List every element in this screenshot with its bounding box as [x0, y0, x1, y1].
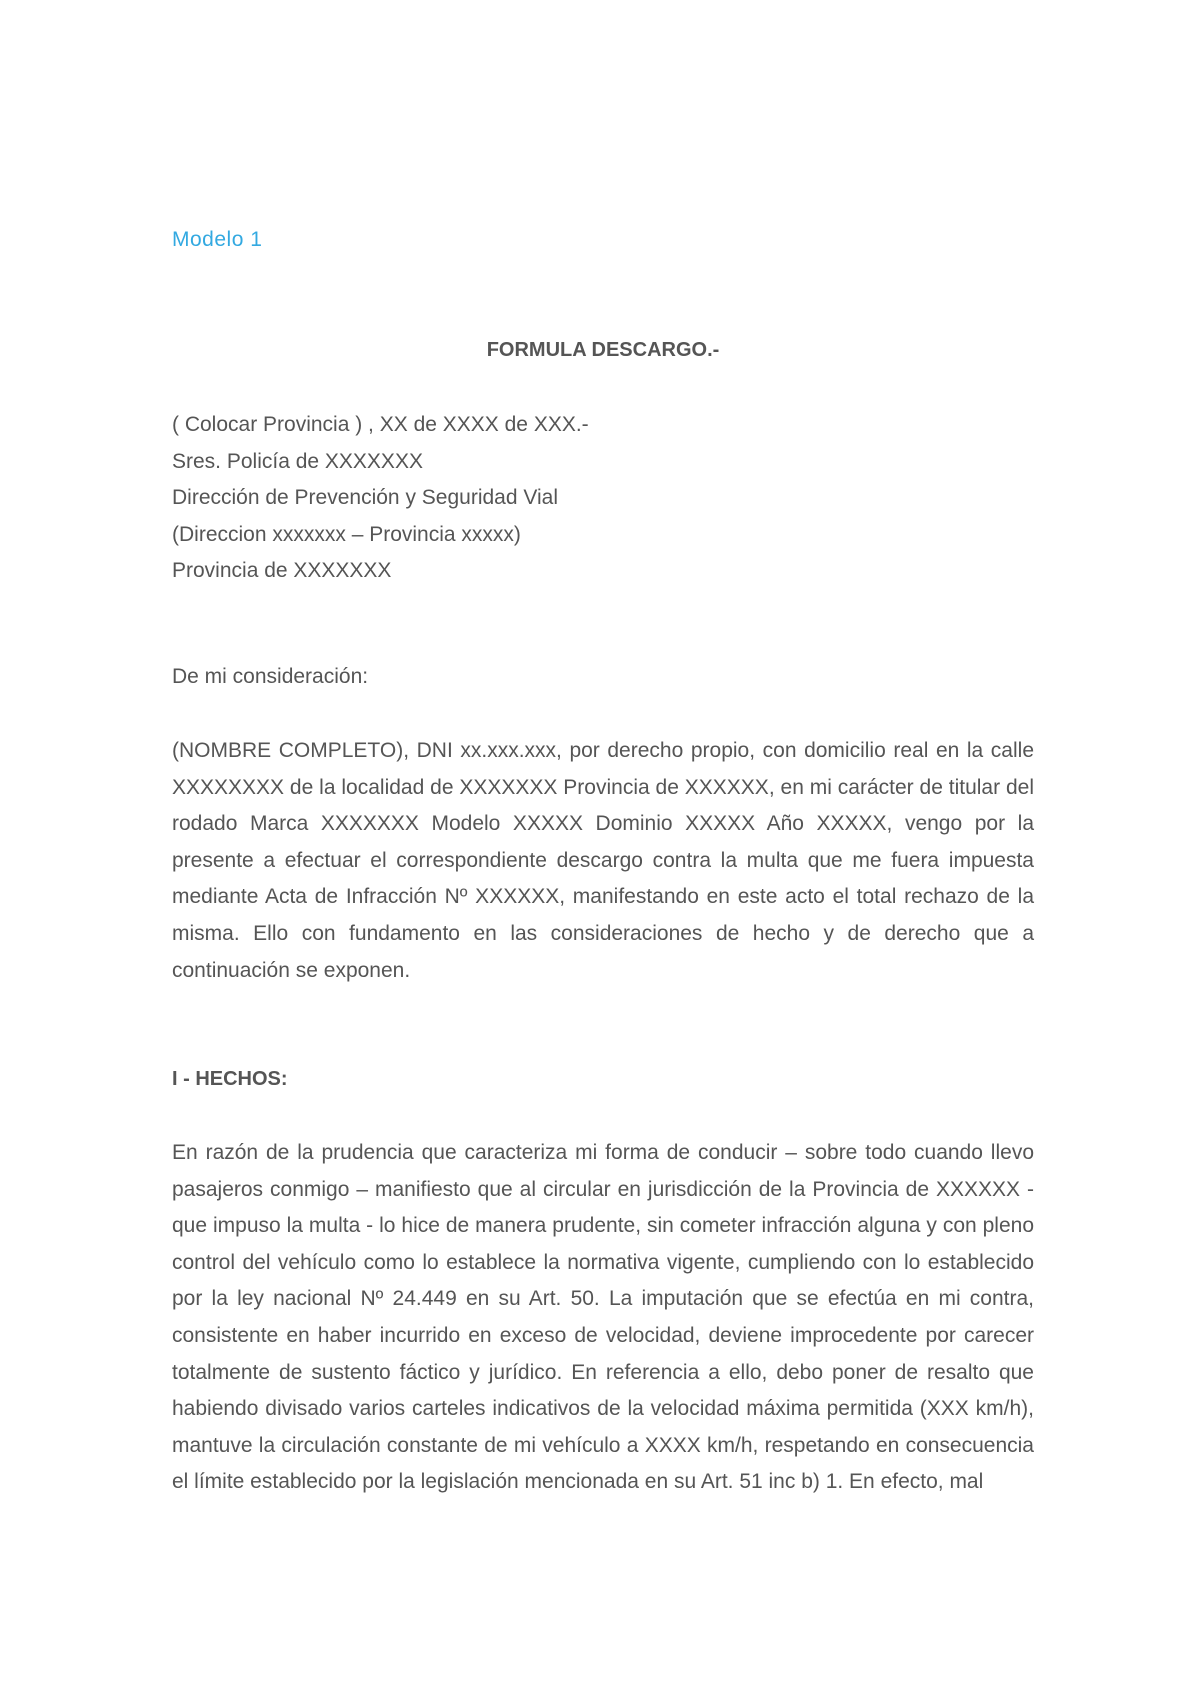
address-line-province: Provincia de XXXXXXX — [172, 559, 392, 582]
address-line-place-date: ( Colocar Provincia ) , XX de XXXX de XXX.- — [172, 413, 589, 436]
greeting: De mi consideración: — [172, 665, 369, 688]
model-label: Modelo 1 — [172, 228, 263, 251]
document-title: FORMULA DESCARGO.- — [486, 339, 720, 361]
facts-paragraph: En razón de la prudencia que caracteriza mi forma de conducir – sobre todo cuando llevo pasajeros conmigo – manifiesto que al circular en jurisdicción de la Provincia de XXXXXX - que impuso la multa - lo hice de manera prudente, sin cometer infracción alguna y con pleno control del vehículo como lo establece la normativa vigente, cumpliendo con lo establecido por la ley nacional Nº 24.449 en su Art. 50. La imputación que se efectúa en mi contra, consistente en haber incurrido en exceso de velocidad, deviene improcedente por carecer totalmente de sustento fáctico y jurídico. En referencia a ello, debo poner de resalto que habiendo divisado varios carteles indicativos de la velocidad máxima permitida (XXX km/h), mantuve la circulación constante de mi vehículo a XXXX km/h, respetando en consecuencia el límite establecido por la legislación mencionada en su Art. 51 inc b) 1. En efecto, mal — [172, 1141, 1034, 1494]
address-line-street: (Direccion xxxxxxx – Provincia xxxxx) — [172, 522, 521, 546]
address-line-recipient: Sres. Policía de XXXXXXX — [172, 449, 423, 473]
intro-paragraph: (NOMBRE COMPLETO), DNI xx.xxx.xxx, por derecho propio, con domicilio real en la calle XXXXXXXX de la localidad de XXXXXXX Provincia de XXXXXX, en mi carácter de titular del rodado Marca XXXXXXX Modelo XXXXX Dominio XXXXX Año XXXXX, vengo por la presente a efectuar el correspondiente descargo contra la multa que me fuera impuesta mediante Acta de Infracción Nº XXXXXX, manifestando en este acto el total rechazo de la misma. Ello con fundamento en las consideraciones de hecho y de derecho que a continuación se exponen. — [172, 739, 1034, 982]
address-block — [172, 407, 1034, 590]
section-heading-hechos: I - HECHOS: — [172, 1068, 288, 1090]
address-line-department: Dirección de Prevención y Seguridad Vial — [172, 486, 558, 509]
